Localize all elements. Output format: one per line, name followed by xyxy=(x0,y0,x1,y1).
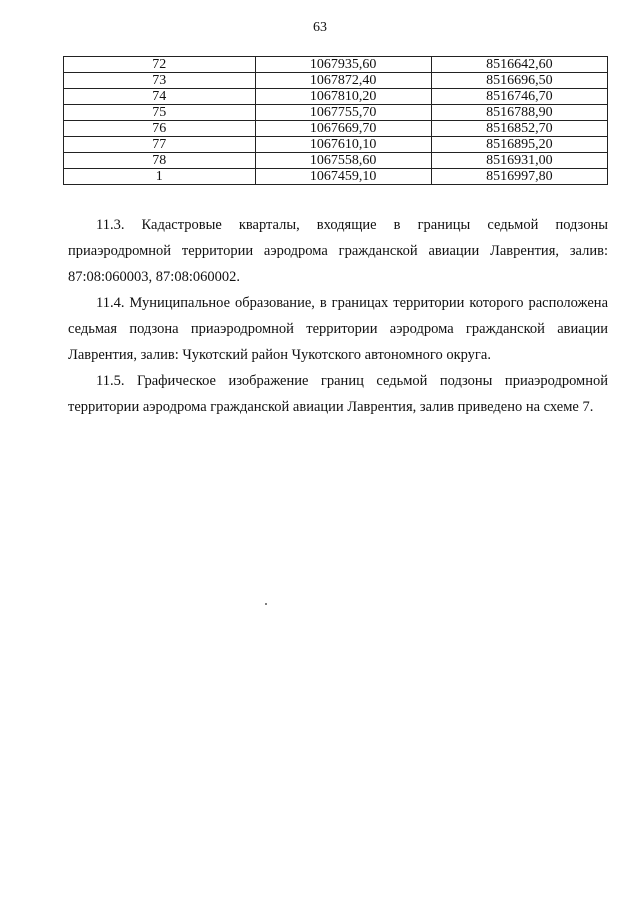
table-row xyxy=(64,73,608,89)
x-coordinate-cell: 1067669,70 xyxy=(255,121,431,137)
x-coordinate-cell: 1067755,70 xyxy=(255,105,431,121)
point-number-cell: 74 xyxy=(64,89,256,105)
point-number-cell: 72 xyxy=(64,57,256,73)
page-number: 63 xyxy=(313,20,327,35)
x-coordinate-cell: 1067459,10 xyxy=(255,169,431,185)
paragraph-graphic-scheme: 11.5. Графическое изображение границ седьмой подзоны приаэродромной территории аэродрома гражданской авиации Лаврентия, залив приведено на схеме 7. xyxy=(68,373,608,415)
x-coordinate-cell: 1067935,60 xyxy=(255,57,431,73)
table-row xyxy=(64,57,608,73)
x-coordinate-cell: 1067872,40 xyxy=(255,73,431,89)
point-number-cell: 78 xyxy=(64,153,256,169)
y-coordinate-cell: 8516997,80 xyxy=(431,169,607,185)
point-number-cell: 73 xyxy=(64,73,256,89)
point-number-cell: 75 xyxy=(64,105,256,121)
y-coordinate-cell: 8516746,70 xyxy=(431,89,607,105)
table-row xyxy=(64,121,608,137)
table-row xyxy=(64,169,608,185)
table-row xyxy=(64,105,608,121)
y-coordinate-cell: 8516931,00 xyxy=(431,153,607,169)
x-coordinate-cell: 1067810,20 xyxy=(255,89,431,105)
table-row xyxy=(64,137,608,153)
scan-speck xyxy=(265,603,267,605)
y-coordinate-cell: 8516788,90 xyxy=(431,105,607,121)
x-coordinate-cell: 1067558,60 xyxy=(255,153,431,169)
y-coordinate-cell: 8516642,60 xyxy=(431,57,607,73)
x-coordinate-cell: 1067610,10 xyxy=(255,137,431,153)
y-coordinate-cell: 8516852,70 xyxy=(431,121,607,137)
coordinates-table xyxy=(63,56,608,185)
paragraph-municipality: 11.4. Муниципальное образование, в границах территории которого расположена седьмая подзона приаэродромной территории аэродрома гражданской авиации Лаврентия, залив: Чукотский район Чукотского автономного округа. xyxy=(68,295,608,363)
table-row xyxy=(64,89,608,105)
point-number-cell: 77 xyxy=(64,137,256,153)
point-number-cell: 76 xyxy=(64,121,256,137)
point-number-cell: 1 xyxy=(64,169,256,185)
table-row xyxy=(64,153,608,169)
y-coordinate-cell: 8516696,50 xyxy=(431,73,607,89)
y-coordinate-cell: 8516895,20 xyxy=(431,137,607,153)
paragraph-cadastral-quarters: 11.3. Кадастровые кварталы, входящие в границы седьмой подзоны приаэродромной территории аэродрома гражданской авиации Лаврентия, залив: 87:08:060003, 87:08:060002. xyxy=(68,217,608,285)
